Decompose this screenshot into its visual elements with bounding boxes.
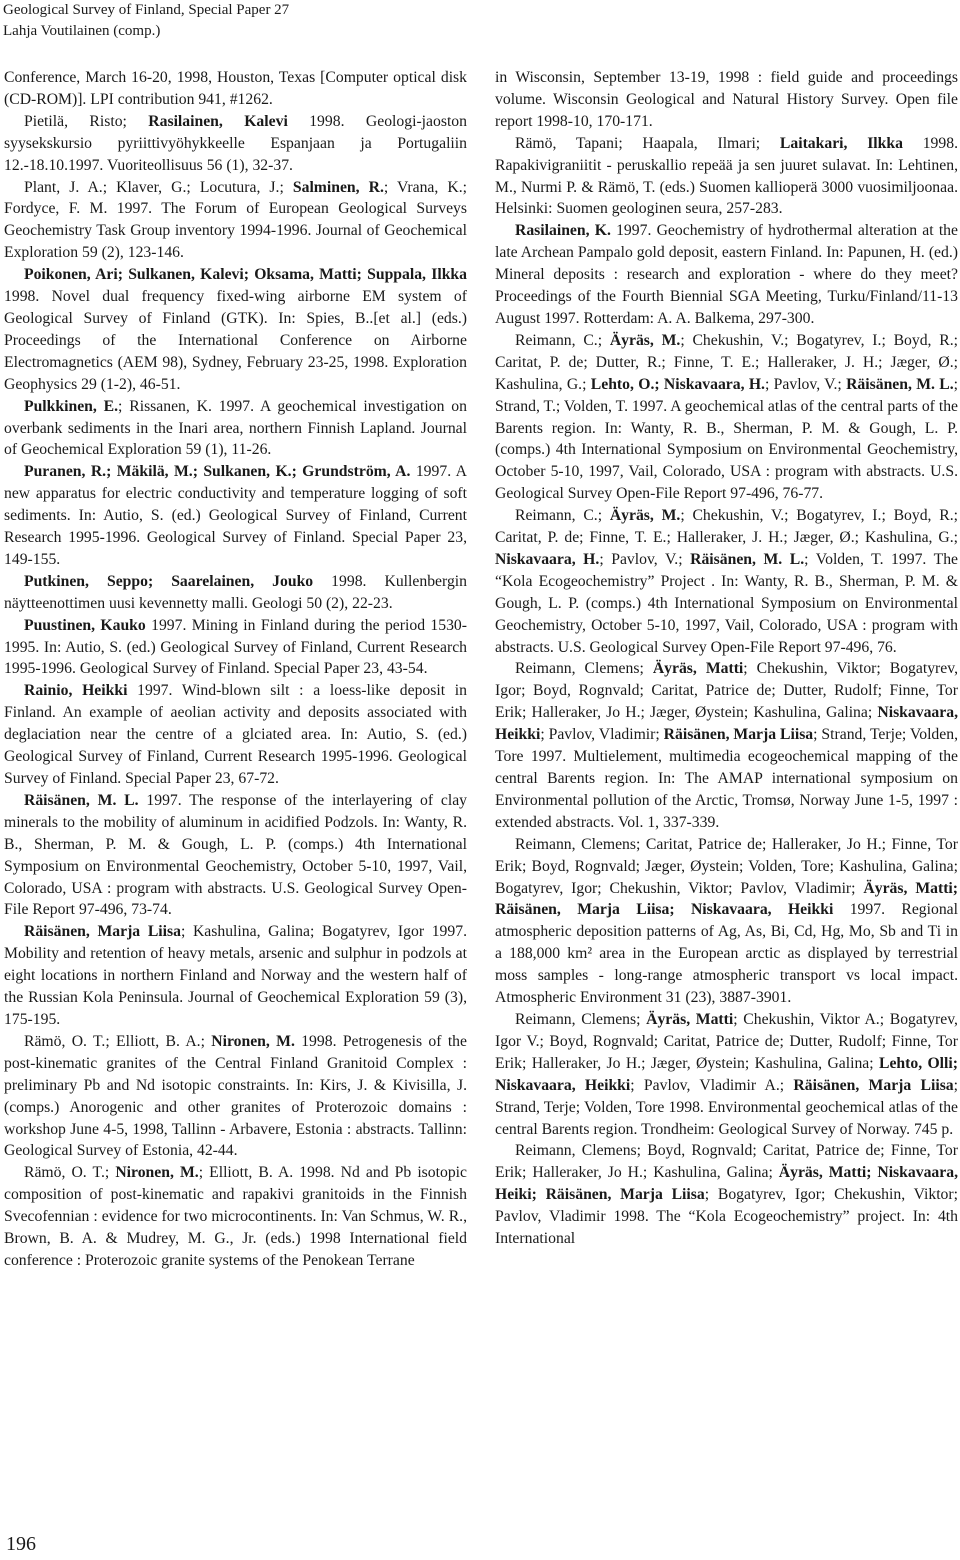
running-header xyxy=(3,0,289,42)
reference-text: 1997. Mining in Finland during the period 1530-1995. In: Autio, S. (ed.) Geological Survey of Finland, Current Research 1995-1996. Geological Survey of Finland. Special Paper 23, 43-54. xyxy=(4,616,467,678)
reference-text: ; Pavlov, V.; xyxy=(764,375,847,393)
author-highlight: Rasilainen, Kalevi xyxy=(148,112,288,130)
reference-entry xyxy=(495,658,958,833)
author-highlight: Nironen, M. xyxy=(211,1032,295,1050)
reference-entry xyxy=(4,1162,467,1272)
reference-text: Reimann, C.; xyxy=(515,331,610,349)
reference-entry xyxy=(495,834,958,1009)
author-highlight: Putkinen, Seppo; Saarelainen, Jouko xyxy=(24,572,314,590)
reference-text: ; Vrana, K.; Fordyce, F. M. 1997. The Forum of European Geological Surveys Geochemistry Task Group inventory 1994-1996. Journal of Geochemical Exploration 59 (2), 123-146. xyxy=(4,178,467,262)
reference-text: 1997. Wind-blown silt : a loess-like deposit in Finland. An example of aeolian activity and deposits associated with deglaciation near the centre of a glciated area. In: Autio, S. (ed.) Geological Survey of Finland, Current Research 1995-1996. Geological Survey of Finland. Special Paper 23, 67-72. xyxy=(4,682,467,787)
author-highlight: Räisänen, M. L. xyxy=(690,550,805,568)
author-highlight: Räisänen, M. L. xyxy=(846,375,954,393)
author-highlight: Räisänen, Marja Liisa xyxy=(24,923,181,941)
reference-text: 1997. Regional atmospheric deposition patterns of Ag, As, Bi, Cd, Hg, Mo, Sb and Ti in a 188,000 km² area in the European arctic as displayed by terrestrial moss samples - long-range atmospheric transport vs local impact. Atmospheric Environment 31 (23), 3887-3901. xyxy=(495,901,958,1007)
reference-text: ; Strand, Terje; Volden, Tore 1997. Multielement, multimedia ecogeochemical mapping of the central Barents region. In: The AMAP international symposium on Environmental pollution of the Arctic, Tromsø, Norway June 1-5, 1997 : extended abstracts. Vol. 1, 337-339. xyxy=(495,726,959,831)
author-highlight: Puustinen, Kauko xyxy=(24,616,146,634)
reference-text: ; Volden, T. 1997. The “Kola Ecogeochemistry” Project . In: Wanty, R. B., Sherman, P. M. & Gough, L. P. (comps.) 4th International Symposium on Environmental Geochemistry, October 5-10, 1997, Vail, Colorado, USA : program with abstracts. U.S. Geological Survey Open-File Report 97-496, 76. xyxy=(495,550,959,656)
reference-text: Pietilä, Risto; xyxy=(24,112,149,130)
reference-entry xyxy=(4,680,467,790)
reference-text: 1998. Novel dual frequency fixed-wing airborne EM system of Geological Survey of Finland (GTK). In: Spies, B..[et al.] (eds.) Proceedings of the International Conference on Airborne Electromagnetics (AEM 98), Sydney, February 23-25, 1998. Exploration Geophysics 29 (1-2), 46-51. xyxy=(4,288,467,393)
author-highlight: Niskavaara, H. xyxy=(495,550,600,568)
author-highlight: Lehto, Olli; Niskavaara, Heikki xyxy=(495,1054,958,1094)
reference-text: 1997. The response of the interlayering of clay minerals to the mobility of aluminum in acidified Podzols. In: Wanty, R. B., Sherman, P. M. & Gough, L. P. (comps.) 4th International Symposium on Environmental Geochemistry, October 5-10, 1997, Vail, Colorado, USA : program with abstracts. U.S. Geological Survey Open-File Report 97-496, 73-74. xyxy=(4,791,467,919)
reference-text: Reimann, C.; xyxy=(515,507,610,525)
page-number: 196 xyxy=(6,1533,36,1555)
reference-entry xyxy=(4,264,467,395)
compiler-credit: Lahja Voutilainen (comp.) xyxy=(3,23,161,39)
author-highlight: Äyräs, Matti; Räisänen, Marja Liisa; Niskavaara, Heikki xyxy=(495,879,959,919)
reference-text: in Wisconsin, September 13-19, 1998 : field guide and proceedings volume. Wisconsin Geological and Natural History Survey. Open file report 1998-10, 170-171. xyxy=(495,69,958,130)
author-highlight: Lehto, O.; Niskavaara, H. xyxy=(590,375,765,393)
reference-text: Rämö, O. T.; Elliott, B. A.; xyxy=(24,1032,212,1050)
author-highlight: Äyräs, Matti xyxy=(652,660,744,678)
reference-entry xyxy=(4,790,467,921)
author-highlight: Räisänen, Marja Liisa xyxy=(663,726,814,744)
reference-text: ; Chekushin, V.; Bogatyrev, I.; Boyd, R.; Caritat, P. de; Dutter, R.; Finne, T. E.; Halleraker, J. H.; Jæger, Ø.; Kashulina, G.; xyxy=(495,331,958,393)
reference-text: 1998. Rapakivigraniitit - peruskallio repeää ja sen juuret sulavat. In: Lehtinen, M., Nurmi P. & Rämö, T. (eds.) Suomen kallioperä 3000 vuosimiljoonaa. Helsinki: Suomen geologinen seura, 257-283. xyxy=(495,134,958,218)
series-title: Geological Survey of Finland, Special Paper 27 xyxy=(3,2,290,18)
reference-text: ; Pavlov, Vladimir; xyxy=(540,726,664,744)
reference-text: 1998. Geologi-jaoston syysekskursio pyriittivyöhykkeelle Espanjaan ja Portugaliin 12.-18.10.1997. Vuoriteollisuus 56 (1), 32-37. xyxy=(4,112,467,174)
reference-entry xyxy=(495,330,958,505)
reference-text: Reimann, Clemens; xyxy=(515,660,653,678)
author-highlight: Räisänen, M. L. xyxy=(24,791,139,809)
reference-entry xyxy=(495,133,958,221)
reference-text: 1998. Kullenbergin näytteenottimen uusi kevennetty malli. Geologi 50 (2), 22-23. xyxy=(4,572,467,612)
reference-text: ; Rissanen, K. 1997. A geochemical investigation on overbank sediments in the Inari area, northern Finnish Lapland. Journal of Geochemical Exploration 59 (1), 11-26. xyxy=(4,397,467,459)
reference-text: 1997. Geochemistry of hydrothermal alteration at the late Archean Pampalo gold deposit, eastern Finland. In: Papunen, H. (ed.) Mineral deposits : research and exploration - where do they meet? Proceedings of the Fourth Biennial SGA Meeting, Turku/Finland/11-13 August 1997. Rotterdam: A. A. Balkema, 297-300. xyxy=(495,222,958,327)
reference-text: Plant, J. A.; Klaver, G.; Locutura, J.; xyxy=(24,178,293,196)
reference-entry xyxy=(4,571,467,615)
reference-entry xyxy=(4,67,467,111)
reference-text: 1997. A new apparatus for electric conductivity and temperature logging of soft sediments. In: Autio, S. (ed.) Geological Survey of Finland, Current Research 1995-1996. Geological Survey of Finland. Special Paper 23, 149-155. xyxy=(4,463,467,568)
reference-text: 1998. Petrogenesis of the post-kinematic granites of the Central Finland Granitoid Complex : preliminary Pb and Nd isotopic constraints. In: Kirs, J. & Kivisilla, J. (comps.) Anorogenic and other granites of Proterozoic domains : workshop June 4-5, 1998, Tallinn - Arbavere, Estonia : abstracts. Tallinn: Geological Survey of Estonia, 42-44. xyxy=(4,1032,467,1160)
author-highlight: Räisänen, Marja Liisa xyxy=(793,1076,954,1094)
reference-text: Reimann, Clemens; xyxy=(515,1010,647,1028)
reference-text: ; Strand, T.; Volden, T. 1997. A geochemical atlas of the central parts of the Barents region. In: Wanty, R. B., Sherman, P. M. & Gough, L. P. (comps.) 4th International Symposium on Environmental Geochemistry, October 5-10, 1997, Vail, Colorado, USA : program with abstracts. U.S. Geological Survey Open-File Report 97-496, 76-77. xyxy=(495,375,959,503)
reference-entry xyxy=(4,111,467,177)
reference-text: Reimann, Clemens; Caritat, Patrice de; Halleraker, Jo H.; Finne, Tor Erik; Boyd, Rognvald; Jæger, Øystein; Volden, Tore; Kashulina, Galina; Bogatyrev, Igor; Chekushin, Viktor; Pavlov, Vladimir; xyxy=(495,835,958,897)
author-highlight: Niskavaara, Heikki xyxy=(495,704,958,744)
reference-text: Rämö, Tapani; Haapala, Ilmari; xyxy=(515,134,780,152)
reference-text: Rämö, O. T.; xyxy=(24,1164,116,1182)
author-highlight: Poikonen, Ari; Sulkanen, Kalevi; Oksama, Matti; Suppala, Ilkka xyxy=(24,266,467,284)
reference-entry xyxy=(4,921,467,1031)
author-highlight: Äyräs, Matti xyxy=(646,1010,734,1028)
author-highlight: Puranen, R.; Mäkilä, M.; Sulkanen, K.; Grundström, A. xyxy=(24,463,411,481)
author-highlight: Äyräs, M. xyxy=(609,507,681,525)
reference-entry xyxy=(4,396,467,462)
reference-text: ; Chekushin, V.; Bogatyrev, I.; Boyd, R.; Caritat, P. de; Finne, T. E.; Halleraker, J. H.; Jæger, Ø.; Kashulina, G.; xyxy=(495,507,958,547)
reference-text: ; Strand, Terje; Volden, Tore 1998. Environmental geochemical atlas of the central Barents region. Trondheim: Geological Survey of Norway. 745 p. xyxy=(495,1076,959,1138)
author-highlight: Salminen, R. xyxy=(292,178,384,196)
reference-text: Conference, March 16-20, 1998, Houston, Texas [Computer optical disk (CD-ROM)]. LPI contribution 941, #1262. xyxy=(4,69,467,108)
reference-text: ; Chekushin, Viktor A.; Bogatyrev, Igor V.; Boyd, Rognvald; Caritat, Patrice de; Dutter, Rudolf; Finne, Tor Erik; Halleraker, Jo H.; Jæger, Øystein; Kashulina, Galina; xyxy=(495,1010,958,1072)
reference-entry xyxy=(495,1140,958,1250)
author-highlight: Rasilainen, K. xyxy=(515,222,611,240)
reference-text: ; Pavlov, V.; xyxy=(599,550,691,568)
reference-text: ; Elliott, B. A. 1998. Nd and Pb isotopic composition of post-kinematic and rapakivi granitoids in the Finnish Svecofennian : evidence for two microcontinents. In: Van Schmus, W. R., Brown, B. A. & Mudrey, M. G., Jr. (eds.) 1998 International field conference : Proterozoic granite systems of the Penokean Terrane xyxy=(4,1164,467,1269)
reference-text: ; Bogatyrev, Igor; Chekushin, Viktor; Pavlov, Vladimir 1998. The “Kola Ecogeochemistry” project. In: 4th International xyxy=(495,1186,958,1248)
reference-text: ; Kashulina, Galina; Bogatyrev, Igor 1997. Mobility and retention of heavy metals, arsenic and sulphur in podzols at eight locations in northern Finland and Norway and the western half of the Russian Kola Peninsula. Journal of Geochemical Exploration 59 (3), 175-195. xyxy=(4,923,468,1028)
reference-entry xyxy=(4,177,467,265)
reference-text: Reimann, Clemens; Boyd, Rognvald; Caritat, Patrice de; Finne, Tor Erik; Halleraker, Jo H.; Kashulina, Galina; xyxy=(495,1142,958,1182)
reference-entry xyxy=(495,220,958,330)
reference-entry xyxy=(4,615,467,681)
reference-text: ; Chekushin, Viktor; Bogatyrev, Igor; Boyd, Rognvald; Caritat, Patrice de; Dutter, Rudolf; Finne, Tor Erik; Halleraker, Jo H.; Jæger, Øystein; Kashulina, Galina; xyxy=(495,660,958,722)
author-highlight: Laitakari, Ilkka xyxy=(779,134,903,152)
reference-entry xyxy=(495,67,958,133)
author-highlight: Äyräs, M. xyxy=(609,331,681,349)
author-highlight: Pulkkinen, E. xyxy=(24,397,119,415)
left-column xyxy=(4,67,467,1272)
reference-entry xyxy=(495,505,958,658)
reference-entry xyxy=(4,1031,467,1162)
right-column xyxy=(495,67,958,1250)
reference-entry xyxy=(495,1009,958,1140)
author-highlight: Rainio, Heikki xyxy=(24,682,128,700)
reference-text: ; Pavlov, Vladimir A.; xyxy=(630,1076,794,1094)
author-highlight: Nironen, M. xyxy=(115,1164,199,1182)
author-highlight: Äyräs, Matti; Niskavaara, Heiki; Räisänen, Marja Liisa xyxy=(495,1164,958,1204)
reference-entry xyxy=(4,461,467,571)
